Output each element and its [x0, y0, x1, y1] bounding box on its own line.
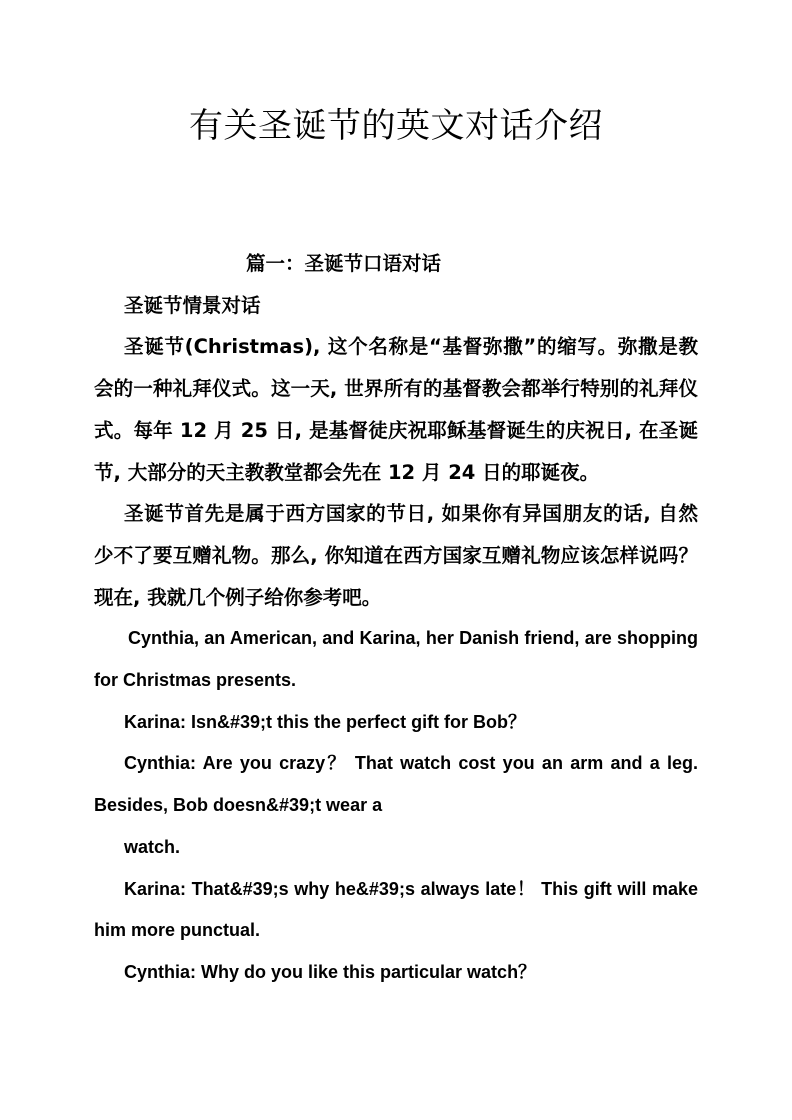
document-body [94, 243, 698, 994]
dialogue-line-cynthia-1: Cynthia: Are you crazy？ That watch cost you an arm and a leg. Besides, Bob doesn&#39;t wear a [94, 753, 698, 816]
section-heading: 圣诞节情景对话 [124, 293, 261, 317]
dialogue-line-cynthia-2: Cynthia: Why do you like this particular watch？ [124, 961, 537, 982]
document-title: 有关圣诞节的英文对话介绍 [189, 106, 603, 146]
paragraph-christmas-intro: 圣诞节(Christmas), 这个名称是“基督弥撒”的缩写。弥撒是教会的一种礼拜仪式。这一天, 世界所有的基督教会都举行特别的礼拜仪式。每年 12 月 25 日, 是基督徒庆祝耶稣基督诞生的庆祝日, 在圣诞节, 大部分的天主教教堂都会先在 12 月 24 日的耶诞夜。 [94, 335, 698, 484]
dialogue-intro: Cynthia, an American, and Karina, her Danish friend, are shopping for Christmas presents. [94, 628, 698, 691]
dialogue-line-karina-2: Karina: That&#39;s why he&#39;s always late！ This gift will make him more punctual. [94, 878, 698, 941]
dialogue-line-cynthia-1-continued: watch. [124, 836, 181, 857]
dialogue-line-karina-1: Karina: Isn&#39;t this the perfect gift for Bob？ [124, 711, 527, 732]
chapter-heading: 篇一：圣诞节口语对话 [246, 252, 442, 275]
paragraph-gift-exchange: 圣诞节首先是属于西方国家的节日, 如果你有异国朋友的话, 自然少不了要互赠礼物。那么, 你知道在西方国家互赠礼物应该怎样说吗？现在, 我就几个例子给你参考吧。 [94, 502, 698, 609]
